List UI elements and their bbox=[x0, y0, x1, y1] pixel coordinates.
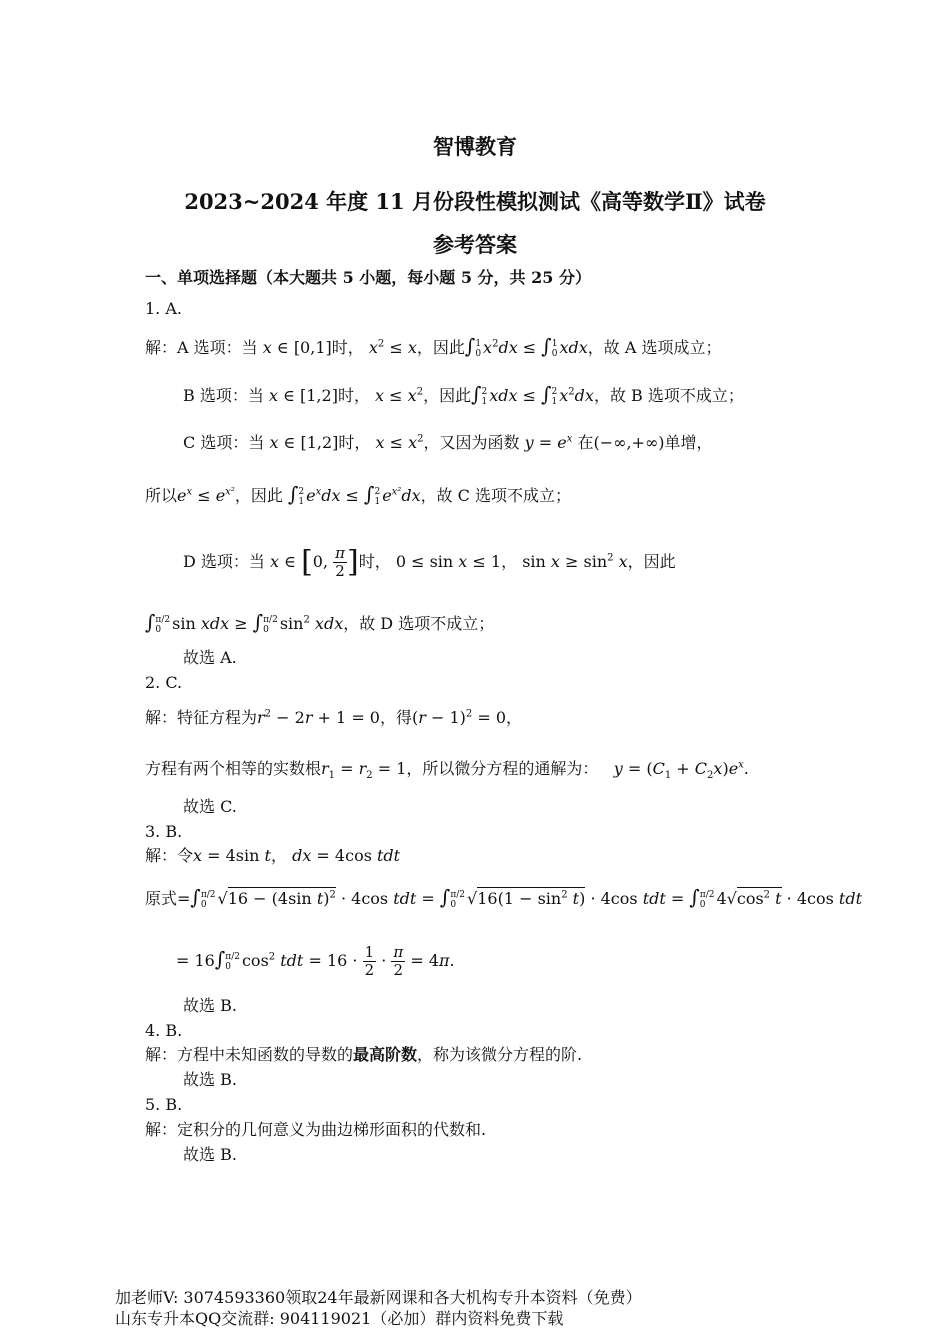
q1-option-d-cont: ∫π/2 0 sin xdx ≥ ∫π/2 0 $\sin^2$ xdx，故 D 选项不成立； bbox=[145, 610, 495, 635]
footer-contact: 加老师V: 3074593360领取24年最新网课和各大机构专升本资料（免费） bbox=[115, 1288, 642, 1307]
section-heading: 一、单项选择题（本大题共 5 小题，每小题 5 分，共 25 分） bbox=[145, 268, 591, 287]
q2-solution: 解：特征方程为$r^2 - 2r + 1 = 0$，得$(r - 1)^2 = 0$， bbox=[145, 708, 523, 727]
q2-answer: 2. C. bbox=[145, 673, 183, 692]
q1-choose: 故选 A. bbox=[183, 648, 237, 667]
q4-answer: 4. B. bbox=[145, 1021, 183, 1040]
q1-option-b: B 选项：当 x ∈ [1,2]时， $x \le x^2$，因此∫2 1 xdx ≤ ∫2 1 $x^2dx$，故 B 选项不成立； bbox=[183, 382, 744, 407]
q3-answer: 3. B. bbox=[145, 822, 183, 841]
q5-solution: 解：定积分的几何意义为曲边梯形面积的代数和. bbox=[145, 1120, 487, 1139]
q2-solution-cont: 方程有两个相等的实数根$r_1 = r_2 = 1$，所以微分方程的通解为： $y = (C_1 + C_2x)e^x$. bbox=[145, 759, 749, 782]
q5-choose: 故选 B. bbox=[183, 1145, 237, 1164]
q3-substitution: 解：令x = 4sin t， dx = 4cos tdt bbox=[145, 846, 401, 865]
footer-qq-group: 山东专升本QQ交流群: 904119021（必加）群内资料免费下载 bbox=[115, 1309, 564, 1328]
q1-option-c-cont: 所以$e^x \le e^{x^2}$，因此 ∫2 1 $e^xdx \le \int 2$ 1 $e^{x^2}dx$，故 C 选项不成立； bbox=[145, 482, 572, 507]
q1-option-d: D 选项：当 x ∈ [0, $\frac{\pi}{2}$ ]时， 0 ≤ sin x ≤ 1， $\sin x \ge \sin^2 x$，因此 bbox=[183, 544, 676, 580]
page-subtitle: 参考答案 bbox=[433, 232, 517, 257]
q1-answer: 1. A. bbox=[145, 299, 182, 318]
q3-result: = 16∫π/2 0 $\cos^2$ tdt = 16 · $\frac{1}{2}$ · $\frac{\pi}{2}$ = 4π. bbox=[176, 943, 455, 979]
q5-answer: 5. B. bbox=[145, 1095, 183, 1114]
q1-option-c: C 选项：当 x ∈ [1,2]时， $x \le x^2$，又因为函数 $y = e^x$ 在(−∞,+∞)单增， bbox=[183, 433, 713, 452]
page-title: 2023~2024 年度 11 月份段性模拟测试《高等数学Ⅱ》试卷 bbox=[184, 189, 766, 214]
q3-computation: 原式=∫π/2 0 √16 − (4sin t)$^2$ · 4cos tdt = ∫π/2 0 $√16(1 - \sin^2 t) \cdot 4\cos$ tdt = ∫π/2 0 $4√\cos^2$ t · 4cos tdt bbox=[145, 885, 863, 910]
q2-choose: 故选 C. bbox=[183, 797, 237, 816]
q3-choose: 故选 B. bbox=[183, 996, 237, 1015]
q4-solution: 解：方程中未知函数的导数的最高阶数，称为该微分方程的阶. bbox=[145, 1045, 583, 1064]
q1-option-a: 解：A 选项：当 x ∈ [0,1]时， $x^2 \le x$，因此∫1 0 $x^2dx \le \int 1$ 0 xdx，故 A 选项成立； bbox=[145, 334, 722, 359]
q4-choose: 故选 B. bbox=[183, 1070, 237, 1089]
org-name: 智博教育 bbox=[433, 134, 517, 159]
